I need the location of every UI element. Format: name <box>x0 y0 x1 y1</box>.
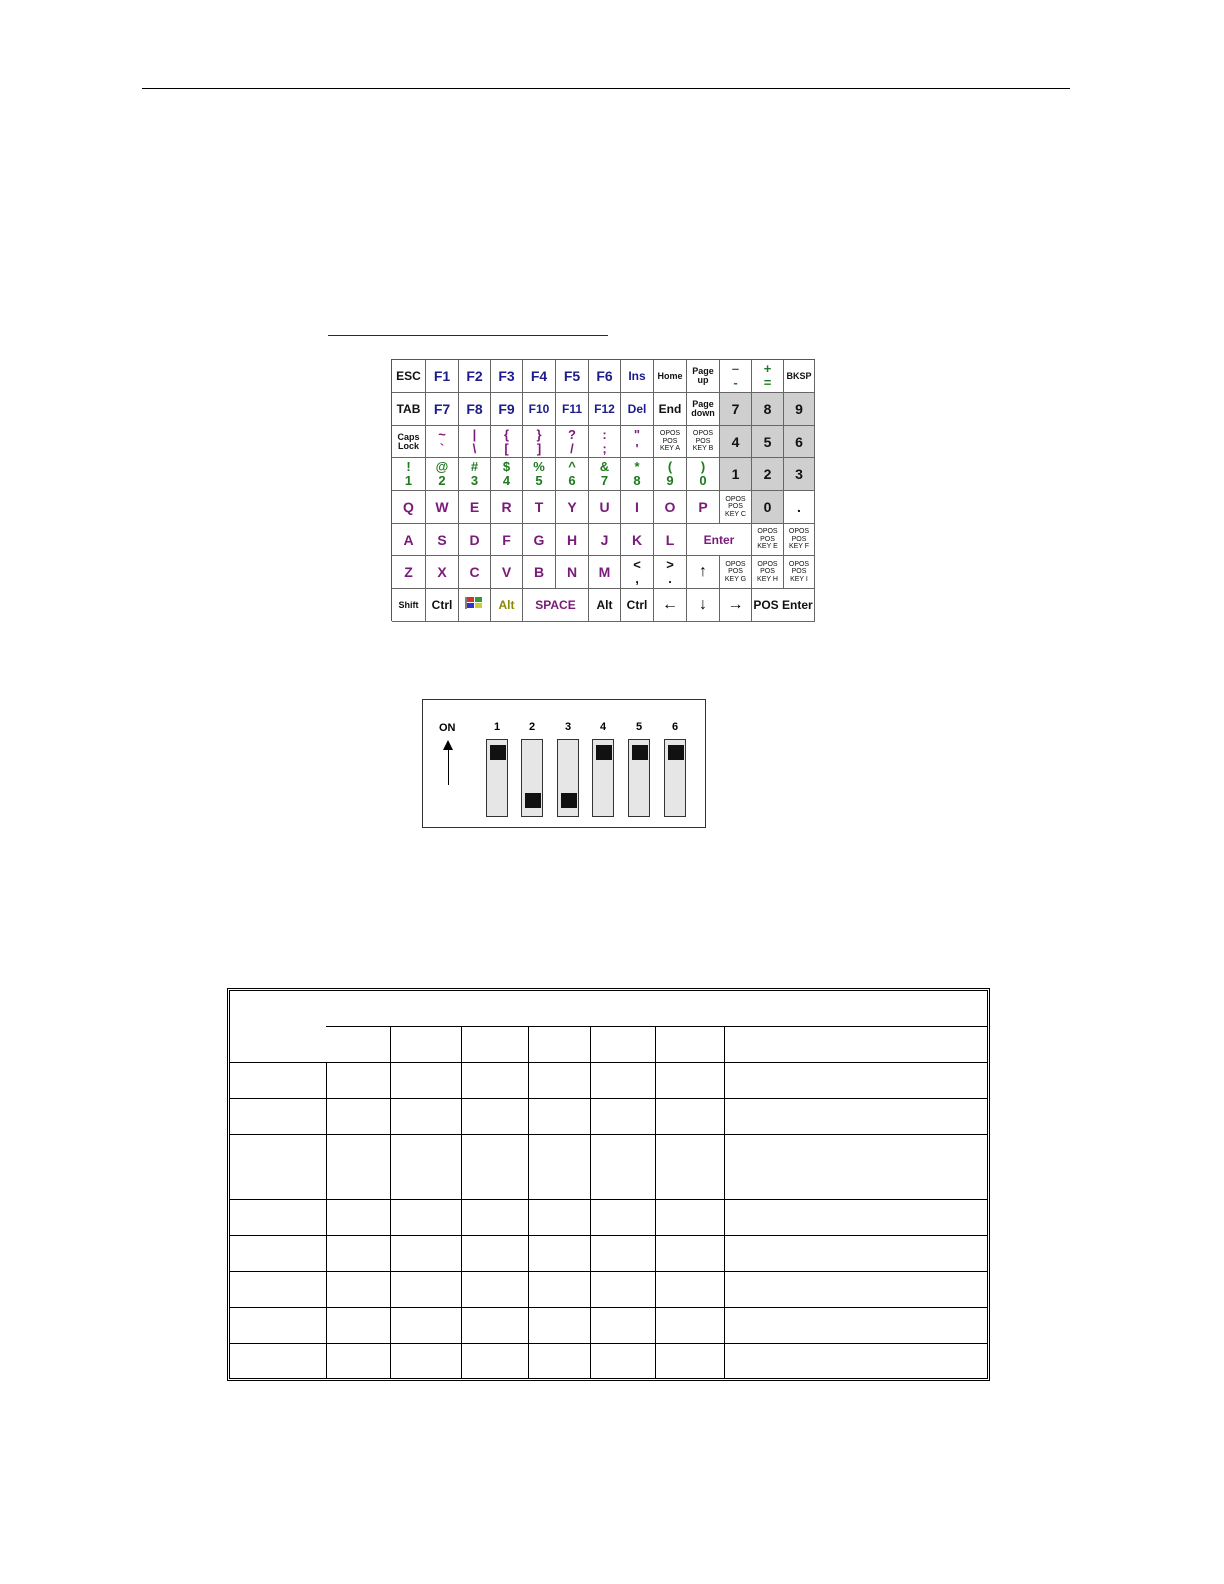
dip-switch-4 <box>592 739 614 817</box>
key-label: N <box>566 564 578 580</box>
dip-switch-knob <box>596 745 612 760</box>
key-label: 1 <box>731 466 740 482</box>
key-label: – - <box>731 361 740 390</box>
key-label: Home <box>657 370 683 381</box>
key-7-10 <box>752 589 815 622</box>
key-label: 2 <box>763 466 772 482</box>
key-2-9 <box>687 426 720 458</box>
key-label: | \ <box>472 426 477 456</box>
key-4-9 <box>687 491 720 524</box>
key-label: P <box>698 499 708 515</box>
key-2-5 <box>556 426 589 458</box>
table-col-line <box>326 1062 327 1378</box>
key-3-8 <box>654 458 687 491</box>
table-row-line <box>230 1271 987 1272</box>
key-label: Caps Lock <box>397 431 420 451</box>
key-label: K <box>631 531 643 548</box>
key-label: Shift <box>398 599 419 610</box>
key-3-12 <box>784 458 815 491</box>
key-7-7 <box>654 589 687 622</box>
key-4-3 <box>491 491 523 524</box>
dip-switch-knob <box>561 793 577 808</box>
dip-switch-knob <box>490 745 506 760</box>
key-label: G <box>533 531 545 548</box>
key-label: Alt <box>596 598 613 612</box>
key-2-0 <box>392 426 426 458</box>
key-5-1 <box>426 524 459 556</box>
table-col-line <box>390 1026 391 1378</box>
key-label: ESC <box>396 369 421 383</box>
key-label: F <box>502 531 511 548</box>
key-label: OPOS POS KEY E <box>757 528 778 551</box>
key-5-11 <box>784 524 815 556</box>
key-label: F12 <box>594 402 615 416</box>
key-3-2 <box>459 458 491 491</box>
table-row-line <box>230 1134 987 1135</box>
key-2-2 <box>459 426 491 458</box>
key-label: $ 4 <box>502 459 511 488</box>
key-2-8 <box>654 426 687 458</box>
key-5-5 <box>556 524 589 556</box>
table-row-line <box>230 1307 987 1308</box>
key-0-3 <box>491 360 523 393</box>
key-6-4 <box>523 556 556 589</box>
key-label: Alt <box>498 598 515 612</box>
key-4-8 <box>654 491 687 524</box>
key-7-6 <box>621 589 654 622</box>
dip-switch-number: 2 <box>528 721 536 733</box>
table-row-line <box>230 1062 987 1063</box>
key-label: C <box>469 564 480 580</box>
key-label: F3 <box>498 368 515 384</box>
key-label: F7 <box>433 401 451 417</box>
key-label: O <box>664 499 676 515</box>
key-label: F5 <box>563 368 581 384</box>
table-row-line <box>230 1235 987 1236</box>
key-label: . <box>797 499 801 515</box>
key-6-1 <box>426 556 459 589</box>
key-label: # 3 <box>470 459 479 488</box>
key-0-6 <box>589 360 621 393</box>
key-label: ) 0 <box>699 459 707 488</box>
table-row-line <box>230 1199 987 1200</box>
key-6-9 <box>687 556 720 589</box>
key-5-10 <box>752 524 784 556</box>
key-label: TAB <box>396 402 421 416</box>
dip-switch-figure <box>422 699 706 828</box>
dip-switch-3 <box>557 739 579 817</box>
key-label: + = <box>763 361 772 390</box>
table-row-line <box>230 1343 987 1344</box>
key-label: % 5 <box>533 459 545 488</box>
key-label: Ctrl <box>431 598 453 612</box>
key-label: @ 2 <box>435 459 449 488</box>
key-label: ~ ` <box>438 426 446 456</box>
dip-switch-number: 3 <box>564 721 572 733</box>
key-label: OPOS POS KEY H <box>757 560 778 583</box>
key-7-0 <box>392 589 426 622</box>
key-5-0 <box>392 524 426 556</box>
settings-table <box>227 988 990 1381</box>
key-label: ← <box>662 596 678 613</box>
key-3-1 <box>426 458 459 491</box>
key-label: Del <box>627 402 647 416</box>
key-0-0 <box>392 360 426 393</box>
key-0-11 <box>752 360 784 393</box>
dip-switch-5 <box>628 739 650 817</box>
key-label: Z <box>404 564 413 580</box>
key-1-12 <box>784 393 815 426</box>
key-label: F11 <box>561 402 582 416</box>
key-label: Ctrl <box>626 598 648 612</box>
key-label: T <box>534 499 544 515</box>
table-col-line <box>590 1026 591 1378</box>
key-2-6 <box>589 426 621 458</box>
key-0-7 <box>621 360 654 393</box>
dip-switch-number: 4 <box>599 721 607 733</box>
key-label: 8 <box>763 401 772 417</box>
key-7-8 <box>687 589 720 622</box>
key-1-7 <box>621 393 654 426</box>
key-label: S <box>437 531 447 548</box>
key-label: 3 <box>795 466 803 482</box>
key-label: I <box>635 499 639 515</box>
key-3-5 <box>556 458 589 491</box>
dip-switch-number: 1 <box>493 721 501 733</box>
table-col-line <box>461 1026 462 1378</box>
key-7-4 <box>523 589 589 622</box>
key-4-0 <box>392 491 426 524</box>
key-label: Q <box>403 499 414 515</box>
table-col-line <box>724 1026 725 1378</box>
key-4-11 <box>752 491 784 524</box>
header-rule <box>142 88 1070 89</box>
key-label: F10 <box>528 402 550 416</box>
key-label: } ] <box>536 426 542 456</box>
key-2-3 <box>491 426 523 458</box>
key-label: F9 <box>498 401 515 417</box>
key-7-9 <box>720 589 752 622</box>
key-2-12 <box>784 426 815 458</box>
key-2-4 <box>523 426 556 458</box>
key-label: ^ 6 <box>568 459 576 488</box>
key-label: OPOS POS KEY F <box>788 528 810 551</box>
key-6-3 <box>491 556 523 589</box>
key-5-8 <box>654 524 687 556</box>
key-3-3 <box>491 458 523 491</box>
key-1-6 <box>589 393 621 426</box>
key-label: U <box>599 499 610 515</box>
link-underline <box>328 335 608 336</box>
key-0-1 <box>426 360 459 393</box>
key-label: OPOS POS KEY G <box>724 560 747 583</box>
key-1-5 <box>556 393 589 426</box>
key-label: : ; <box>602 426 607 456</box>
key-label: L <box>665 531 675 548</box>
key-label: Page down <box>691 399 715 418</box>
key-label: F6 <box>596 368 613 384</box>
dip-switch-6 <box>664 739 686 817</box>
key-label: OPOS POS KEY I <box>788 560 810 583</box>
key-5-6 <box>589 524 621 556</box>
key-1-2 <box>459 393 491 426</box>
key-label: OPOS POS KEY C <box>725 495 746 518</box>
key-label: 9 <box>795 401 803 417</box>
dip-switch-knob <box>525 793 541 808</box>
key-0-4 <box>523 360 556 393</box>
key-label: End <box>658 402 682 416</box>
key-label: F8 <box>466 401 483 417</box>
key-label: < , <box>633 557 641 586</box>
key-0-8 <box>654 360 687 393</box>
key-3-9 <box>687 458 720 491</box>
key-6-11 <box>752 556 784 589</box>
key-3-6 <box>589 458 621 491</box>
key-label: H <box>566 531 578 548</box>
key-0-9 <box>687 360 720 393</box>
key-4-5 <box>556 491 589 524</box>
key-2-11 <box>752 426 784 458</box>
key-3-7 <box>621 458 654 491</box>
key-0-10 <box>720 360 752 393</box>
key-3-11 <box>752 458 784 491</box>
table-row-line <box>326 1026 987 1027</box>
dip-switch-number: 5 <box>635 721 643 733</box>
key-3-10 <box>720 458 752 491</box>
dip-switch-1 <box>486 739 508 817</box>
key-label: Enter <box>703 532 735 547</box>
key-5-7 <box>621 524 654 556</box>
key-0-2 <box>459 360 491 393</box>
key-label: > . <box>666 557 674 586</box>
key-4-1 <box>426 491 459 524</box>
key-label: OPOS POS KEY A <box>659 430 681 453</box>
key-label: W <box>435 499 449 515</box>
key-0-5 <box>556 360 589 393</box>
key-label: A <box>403 531 414 548</box>
key-1-11 <box>752 393 784 426</box>
dip-on-label: ON <box>439 722 456 734</box>
dip-switch-2 <box>521 739 543 817</box>
key-5-4 <box>523 524 556 556</box>
key-4-4 <box>523 491 556 524</box>
key-label: " ' <box>633 426 641 456</box>
key-1-0 <box>392 393 426 426</box>
key-4-6 <box>589 491 621 524</box>
key-label: M <box>598 564 611 580</box>
key-4-7 <box>621 491 654 524</box>
key-3-0 <box>392 458 426 491</box>
key-label: Y <box>567 499 577 515</box>
key-1-3 <box>491 393 523 426</box>
key-label: ↓ <box>699 596 707 613</box>
key-2-7 <box>621 426 654 458</box>
key-5-9 <box>687 524 752 556</box>
key-label: * 8 <box>633 459 641 488</box>
key-label: Ins <box>628 369 646 383</box>
key-label: B <box>533 564 545 580</box>
key-label: Page up <box>692 366 714 385</box>
key-label: F4 <box>530 368 548 384</box>
key-label: X <box>437 564 447 580</box>
key-label: POS Enter <box>753 598 813 612</box>
key-label: F2 <box>466 368 483 384</box>
key-6-8 <box>654 556 687 589</box>
key-7-3 <box>491 589 523 622</box>
key-label: E <box>469 499 480 515</box>
key-label: R <box>501 499 512 515</box>
key-1-10 <box>720 393 752 426</box>
key-4-10 <box>720 491 752 524</box>
key-label: & 7 <box>599 459 610 488</box>
keyboard-layout-figure <box>391 359 815 621</box>
key-label: 0 <box>763 499 772 515</box>
dip-switch-knob <box>668 745 684 760</box>
key-0-12 <box>784 360 815 393</box>
key-6-12 <box>784 556 815 589</box>
key-1-9 <box>687 393 720 426</box>
key-6-6 <box>589 556 621 589</box>
table-col-line <box>655 1026 656 1378</box>
key-label: V <box>501 564 512 580</box>
key-label: ↑ <box>699 563 707 580</box>
key-5-2 <box>459 524 491 556</box>
key-label: 7 <box>731 401 740 417</box>
key-label: 5 <box>763 433 772 450</box>
key-label: SPACE <box>535 598 576 612</box>
key-7-5 <box>589 589 621 622</box>
key-6-10 <box>720 556 752 589</box>
key-label: OPOS POS KEY B <box>692 430 714 453</box>
key-1-8 <box>654 393 687 426</box>
key-6-5 <box>556 556 589 589</box>
key-6-2 <box>459 556 491 589</box>
key-4-12 <box>784 491 815 524</box>
key-label: D <box>469 531 480 548</box>
dip-switch-number: 6 <box>671 721 679 733</box>
dip-switch-knob <box>632 745 648 760</box>
key-label: ? / <box>568 426 576 456</box>
key-1-4 <box>523 393 556 426</box>
key-label: ( 9 <box>666 459 674 488</box>
key-6-7 <box>621 556 654 589</box>
key-2-10 <box>720 426 752 458</box>
key-label: 6 <box>795 433 803 450</box>
windows-key-icon <box>465 596 485 614</box>
key-2-1 <box>426 426 459 458</box>
key-label: J <box>600 531 609 548</box>
key-label: { [ <box>503 426 510 456</box>
key-3-4 <box>523 458 556 491</box>
key-7-1 <box>426 589 459 622</box>
key-label: → <box>727 596 744 613</box>
key-4-2 <box>459 491 491 524</box>
table-col-line <box>528 1026 529 1378</box>
key-label: ! 1 <box>404 459 413 488</box>
key-5-3 <box>491 524 523 556</box>
table-row-line <box>230 1098 987 1099</box>
up-arrow-line <box>448 748 449 785</box>
key-label: F1 <box>433 368 451 384</box>
key-label: BKSP <box>786 370 812 381</box>
key-7-2 <box>459 589 491 622</box>
key-label: 4 <box>731 433 740 450</box>
key-1-1 <box>426 393 459 426</box>
key-6-0 <box>392 556 426 589</box>
